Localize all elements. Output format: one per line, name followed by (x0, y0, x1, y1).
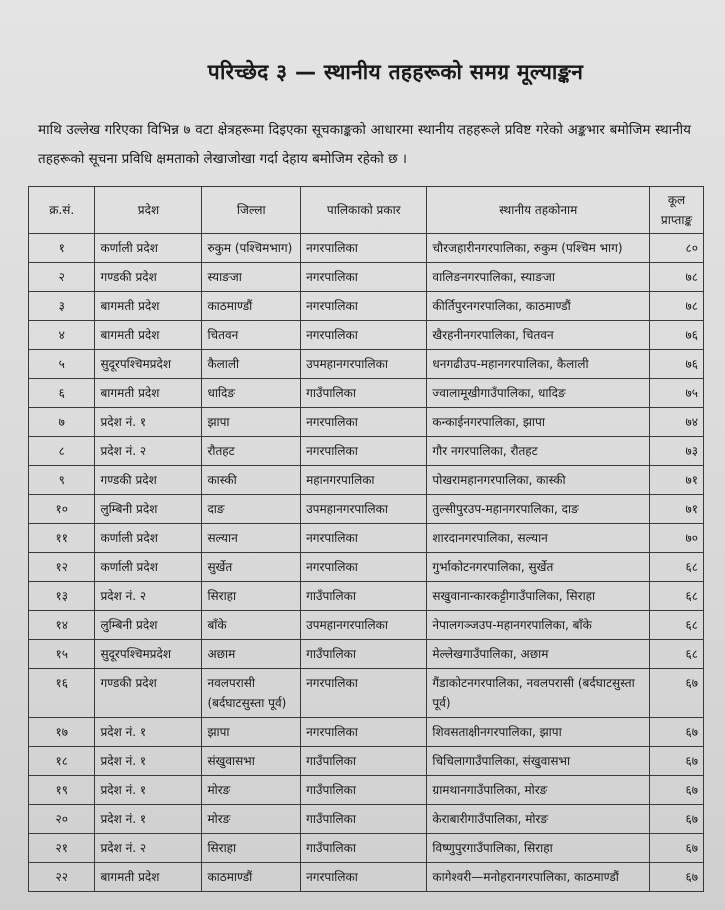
cell-province: प्रदेश नं. १ (95, 805, 202, 834)
table-row (29, 669, 704, 718)
cell-district: सिराहा (202, 834, 301, 863)
cell-province: गण्डकी प्रदेश (95, 669, 202, 718)
cell-serial: ९ (29, 466, 95, 495)
cell-total-score: ७१ (650, 466, 704, 495)
cell-province: सुदूरपश्चिमप्रदेश (95, 640, 202, 669)
table-row (29, 718, 704, 747)
cell-municipality-type: गाउँपालिका (301, 776, 427, 805)
cell-province: प्रदेश नं. २ (95, 582, 202, 611)
table-row (29, 834, 704, 863)
cell-local-level-name: गैंडाकोटनगरपालिका, नवलपरासी (बर्दघाटसुस्ता पूर्व) (427, 669, 650, 718)
cell-total-score: ६८ (650, 582, 704, 611)
cell-province: प्रदेश नं. १ (95, 776, 202, 805)
cell-local-level-name: ग्रामथानगाउँपालिका, मोरङ (427, 776, 650, 805)
cell-serial: १ (29, 234, 95, 263)
cell-local-level-name: ज्वालामूखीगाउँपालिका, धादिङ (427, 379, 650, 408)
cell-local-level-name: सखुवानान्कारकट्टीगाउँपालिका, सिराहा (427, 582, 650, 611)
cell-total-score: ७३ (650, 437, 704, 466)
cell-province: प्रदेश नं. २ (95, 834, 202, 863)
cell-municipality-type: नगरपालिका (301, 408, 427, 437)
cell-province: कर्णाली प्रदेश (95, 524, 202, 553)
cell-municipality-type: गाउँपालिका (301, 379, 427, 408)
cell-local-level-name: नेपालगञ्जउप-महानगरपालिका, बाँके (427, 611, 650, 640)
cell-district: रुकुम (पश्चिमभाग) (202, 234, 301, 263)
cell-serial: १३ (29, 582, 95, 611)
table-row (29, 379, 704, 408)
cell-total-score: ६७ (650, 863, 704, 892)
cell-municipality-type: उपमहानगरपालिका (301, 350, 427, 379)
cell-serial: ८ (29, 437, 95, 466)
cell-municipality-type: उपमहानगरपालिका (301, 611, 427, 640)
local-level-assessment-table (28, 186, 704, 892)
table-row (29, 611, 704, 640)
cell-serial: ४ (29, 321, 95, 350)
cell-province: बागमती प्रदेश (95, 863, 202, 892)
table-row (29, 234, 704, 263)
cell-total-score: ७४ (650, 408, 704, 437)
cell-local-level-name: चिचिलागाउँपालिका, संखुवासभा (427, 747, 650, 776)
cell-district: सिराहा (202, 582, 301, 611)
cell-municipality-type: नगरपालिका (301, 669, 427, 718)
table-row (29, 466, 704, 495)
cell-serial: ७ (29, 408, 95, 437)
cell-total-score: ७० (650, 524, 704, 553)
cell-province: प्रदेश नं. १ (95, 747, 202, 776)
cell-municipality-type: नगरपालिका (301, 263, 427, 292)
cell-district: झापा (202, 408, 301, 437)
cell-local-level-name: वालिङनगरपालिका, स्याङजा (427, 263, 650, 292)
cell-serial: १८ (29, 747, 95, 776)
cell-municipality-type: गाउँपालिका (301, 640, 427, 669)
cell-total-score: ७८ (650, 263, 704, 292)
cell-province: बागमती प्रदेश (95, 321, 202, 350)
cell-district: कैलाली (202, 350, 301, 379)
cell-district: झापा (202, 718, 301, 747)
cell-total-score: ६७ (650, 805, 704, 834)
cell-total-score: ८० (650, 234, 704, 263)
cell-municipality-type: गाउँपालिका (301, 805, 427, 834)
table-row (29, 408, 704, 437)
cell-municipality-type: नगरपालिका (301, 321, 427, 350)
cell-total-score: ६८ (650, 611, 704, 640)
cell-serial: १२ (29, 553, 95, 582)
cell-province: बागमती प्रदेश (95, 292, 202, 321)
table-row (29, 292, 704, 321)
cell-province: लुम्बिनी प्रदेश (95, 611, 202, 640)
cell-serial: ११ (29, 524, 95, 553)
cell-local-level-name: शारदानगरपालिका, सल्यान (427, 524, 650, 553)
cell-serial: १४ (29, 611, 95, 640)
table-row (29, 747, 704, 776)
cell-province: प्रदेश नं. १ (95, 718, 202, 747)
intro-paragraph: माथि उल्लेख गरिएका विभिन्न ७ वटा क्षेत्रहरूमा दिइएका सूचकाङ्कको आधारमा स्थानीय तहहरूले प्रविष्ट गरेको अङ्कभार बमोजिम स्थानीय तहहरूको सूचना प्रविधि क्षमताको लेखाजोखा गर्दा देहाय बमोजिम रहेको छ । (38, 122, 691, 167)
cell-total-score: ६७ (650, 776, 704, 805)
table-row (29, 350, 704, 379)
cell-local-level-name: मेल्लेखगाउँपालिका, अछाम (427, 640, 650, 669)
table-row (29, 321, 704, 350)
cell-district: संखुवासभा (202, 747, 301, 776)
cell-serial: २ (29, 263, 95, 292)
table-row (29, 495, 704, 524)
cell-local-level-name: खैरहनीनगरपालिका, चितवन (427, 321, 650, 350)
cell-local-level-name: कन्काईनगरपालिका, झापा (427, 408, 650, 437)
cell-district: स्याङजा (202, 263, 301, 292)
cell-total-score: ७६ (650, 321, 704, 350)
cell-municipality-type: नगरपालिका (301, 524, 427, 553)
header-district: जिल्ला (202, 187, 301, 234)
cell-local-level-name: तुल्सीपुरउप-महानगरपालिका, दाङ (427, 495, 650, 524)
chapter-heading: परिच्छेद ३ — स्थानीय तहहरूको समग्र मूल्याङ्कन (207, 60, 584, 84)
cell-district: काठमाण्डौं (202, 863, 301, 892)
cell-local-level-name: गौर नगरपालिका, रौतहट (427, 437, 650, 466)
cell-province: गण्डकी प्रदेश (95, 466, 202, 495)
cell-district: धादिङ (202, 379, 301, 408)
cell-district: दाङ (202, 495, 301, 524)
cell-local-level-name: शिवसताक्षीनगरपालिका, झापा (427, 718, 650, 747)
cell-municipality-type: नगरपालिका (301, 292, 427, 321)
cell-municipality-type: गाउँपालिका (301, 582, 427, 611)
table-row (29, 524, 704, 553)
cell-district: सल्यान (202, 524, 301, 553)
cell-serial: १० (29, 495, 95, 524)
cell-province: लुम्बिनी प्रदेश (95, 495, 202, 524)
cell-province: गण्डकी प्रदेश (95, 263, 202, 292)
table-row (29, 776, 704, 805)
cell-total-score: ७६ (650, 350, 704, 379)
cell-total-score: ७८ (650, 292, 704, 321)
cell-serial: १७ (29, 718, 95, 747)
cell-municipality-type: नगरपालिका (301, 437, 427, 466)
cell-serial: १९ (29, 776, 95, 805)
table-row (29, 640, 704, 669)
cell-province: कर्णाली प्रदेश (95, 234, 202, 263)
cell-province: प्रदेश नं. १ (95, 408, 202, 437)
cell-district: मोरङ (202, 776, 301, 805)
table-header-row (29, 187, 704, 234)
cell-district: चितवन (202, 321, 301, 350)
cell-total-score: ७५ (650, 379, 704, 408)
cell-municipality-type: नगरपालिका (301, 234, 427, 263)
cell-local-level-name: गुर्भाकोटनगरपालिका, सुर्खेत (427, 553, 650, 582)
cell-province: कर्णाली प्रदेश (95, 553, 202, 582)
cell-province: सुदूरपश्चिमप्रदेश (95, 350, 202, 379)
cell-municipality-type: नगरपालिका (301, 863, 427, 892)
cell-district: मोरङ (202, 805, 301, 834)
cell-total-score: ६७ (650, 747, 704, 776)
cell-municipality-type: गाउँपालिका (301, 834, 427, 863)
cell-district: काठमाण्डौं (202, 292, 301, 321)
cell-serial: ५ (29, 350, 95, 379)
cell-province: प्रदेश नं. २ (95, 437, 202, 466)
cell-district: बाँके (202, 611, 301, 640)
cell-total-score: ६८ (650, 553, 704, 582)
table-row (29, 263, 704, 292)
table-row (29, 437, 704, 466)
table-row (29, 863, 704, 892)
header-local-level-name: स्थानीय तहकोनाम (427, 187, 650, 234)
cell-serial: १६ (29, 669, 95, 718)
table-row (29, 553, 704, 582)
cell-district: सुर्खेत (202, 553, 301, 582)
header-province: प्रदेश (95, 187, 202, 234)
table-row (29, 582, 704, 611)
cell-serial: १५ (29, 640, 95, 669)
cell-local-level-name: चौरजहारीनगरपालिका, रुकुम (पश्चिम भाग) (427, 234, 650, 263)
cell-local-level-name: पोखरामहानगरपालिका, कास्की (427, 466, 650, 495)
cell-total-score: ७१ (650, 495, 704, 524)
header-municipality-type: पालिकाको प्रकार (301, 187, 427, 234)
cell-district: नवलपरासी (बर्दघाटसुस्ता पूर्व) (202, 669, 301, 718)
cell-municipality-type: नगरपालिका (301, 553, 427, 582)
header-serial: क्र.सं. (29, 187, 95, 234)
cell-serial: ३ (29, 292, 95, 321)
cell-local-level-name: धनगढीउप-महानगरपालिका, कैलाली (427, 350, 650, 379)
cell-serial: ६ (29, 379, 95, 408)
cell-municipality-type: नगरपालिका (301, 718, 427, 747)
cell-local-level-name: कीर्तिपुरनगरपालिका, काठमाण्डौं (427, 292, 650, 321)
cell-district: अछाम (202, 640, 301, 669)
cell-serial: २१ (29, 834, 95, 863)
cell-district: कास्की (202, 466, 301, 495)
cell-total-score: ६७ (650, 718, 704, 747)
cell-serial: २२ (29, 863, 95, 892)
cell-district: रौतहट (202, 437, 301, 466)
cell-province: बागमती प्रदेश (95, 379, 202, 408)
cell-local-level-name: कागेश्वरी—मनोहरानगरपालिका, काठमाण्डौं (427, 863, 650, 892)
cell-local-level-name: केराबारीगाउँपालिका, मोरङ (427, 805, 650, 834)
cell-municipality-type: महानगरपालिका (301, 466, 427, 495)
cell-total-score: ६७ (650, 834, 704, 863)
cell-municipality-type: उपमहानगरपालिका (301, 495, 427, 524)
cell-serial: २० (29, 805, 95, 834)
header-total-score: कूल प्राप्ताङ्क (650, 187, 704, 234)
cell-total-score: ६८ (650, 640, 704, 669)
table-row (29, 805, 704, 834)
cell-municipality-type: गाउँपालिका (301, 747, 427, 776)
cell-total-score: ६७ (650, 669, 704, 718)
cell-local-level-name: विष्णुपुरगाउँपालिका, सिराहा (427, 834, 650, 863)
